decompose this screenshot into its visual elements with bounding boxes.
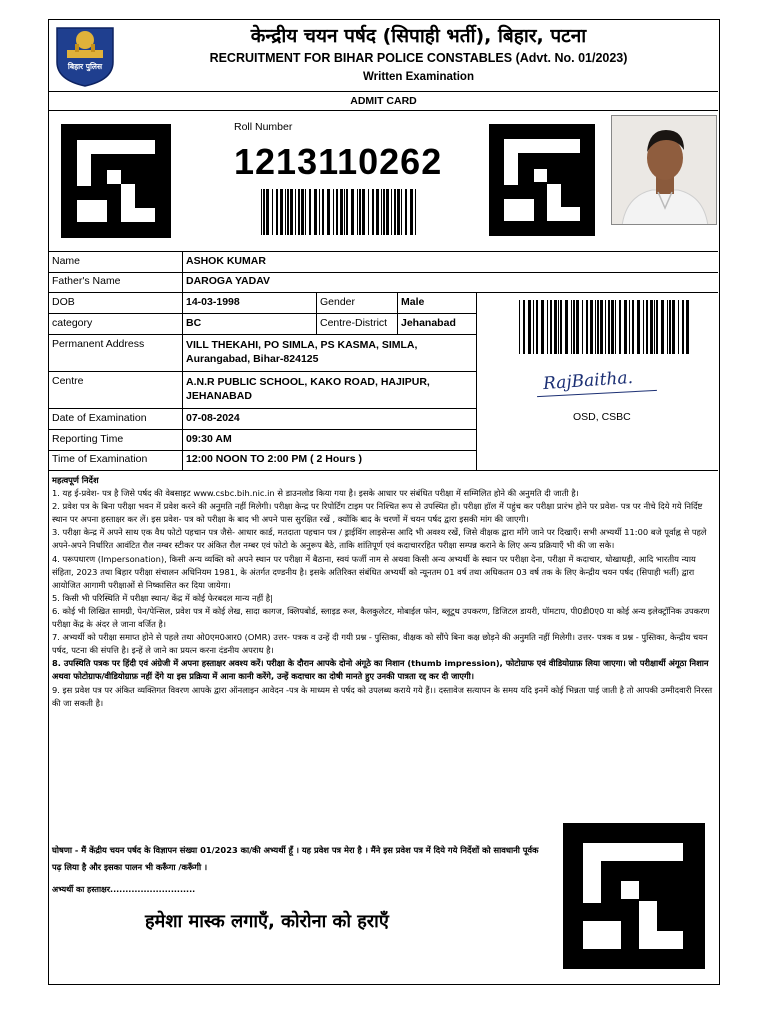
instructions-heading: महत्वपूर्ण निर्देश (52, 475, 99, 485)
barcode-bar (295, 189, 296, 235)
barcode-bar (619, 300, 621, 354)
barcode-bar (571, 300, 572, 354)
roll-number-label: Roll Number (234, 121, 293, 133)
reporting-time-row (49, 430, 477, 451)
barcode-bar (333, 189, 334, 235)
barcode-bar (582, 300, 583, 354)
barcode-bar (351, 189, 354, 235)
barcode-bar (595, 300, 596, 354)
barcode-bar (615, 300, 616, 354)
barcode-bar (305, 189, 306, 235)
barcode-bar (344, 189, 345, 235)
barcode-bar (309, 189, 311, 235)
candidate-photo (611, 115, 717, 225)
page-title-hindi: केन्द्रीय चयन पर्षद (सिपाही भर्ती), बिहार, पटना (250, 25, 587, 47)
barcode-bar (266, 189, 269, 235)
qr-code-icon (489, 124, 595, 236)
barcode-bar (381, 189, 382, 235)
barcode-bar (383, 189, 385, 235)
roll-barcode (261, 189, 419, 235)
barcode-bar (287, 189, 289, 235)
barcode-bar (340, 189, 343, 235)
roll-number: 1213110262 (234, 141, 443, 182)
instructions (52, 474, 716, 710)
instruction-item: 1. यह ई-प्रवेश- पत्र है जिसे पर्षद की वेबसाइट www.csbc.bih.nic.in से डाउनलोड किया गया है। इसके आधार पर संबंधित परीक्षा में सम्मिलित होने की अनुमति दी जाती है। (52, 488, 579, 499)
name-row (49, 252, 718, 273)
barcode-bar (368, 189, 369, 235)
barcode-bar (386, 189, 389, 235)
barcode-bar (558, 300, 559, 354)
barcode-bar (629, 300, 630, 354)
barcode-bar (650, 300, 653, 354)
candidate-signature-line: अभ्यर्थी का हस्ताक्षर............................ (52, 885, 196, 894)
barcode-bar (528, 300, 531, 354)
barcode-bar (605, 300, 606, 354)
instruction-item: 7. अभ्यर्थी को परीक्षा समाप्त होने से पहले तथा ओ0एम0आर0 (OMR) उत्तर- पत्रक व उन्हें दी गयी प्रश्न - पुस्तिका, वीक्षक को सौंपे बिना कक्ष छोड़ने की अनुमति नहीं मिलेगी। उत्तर- पत्रक व प्रश्न - पुस्तिका, केन्द्रीय चयन पर्षद, पटना की संपत्ति है। इन्हें ले जाने का प्रयत्न करना दंडनीय अपराध है। (52, 632, 708, 656)
instruction-item: 9. इस प्रवेश पत्र पर अंकित व्यक्तिगत विवरण आपके द्वारा ऑनलाइन आवेदन -पत्र के माध्यम से पर्षद को उपलब्ध कराये गये हैं।। दस्तावेज सत्यापन के समय यदि इनमें कोई भिन्नता पाई जाती है तो आपकी उम्मीदवारी निरस्त की जा सकती है। (52, 684, 713, 708)
barcode-bar (276, 189, 278, 235)
instruction-item: 3. परीक्षा केन्द्र में अपने साथ एक वैध फोटो पहचान पत्र जैसे- आधार कार्ड, मतदाता पहचान पत्र / ड्राईविंग लाइसेन्स आदि भी अवश्य रखें, जिसे वीक्षक द्वारा माँगे जाने पर दिखाएँ। सभी अभ्यर्थी 11:00 बजे पूर्वाह्न से पहले अपने-अपने निर्धारित आवंटित रौल नम्बर स्टीकर पर अंकित रौल नम्बर एवं फोटो के अनुरूप बैठे, ताकि शांतिपूर्ण एवं कदाचाररहित परीक्षा सम्पन्न कराने के लिए अन्य प्रक्रियाएँ भी की जा सके। (52, 527, 707, 551)
declaration-text: घोषणा - मैं केंद्रीय चयन पर्षद के विज्ञापन संख्या 01/2023 का/की अभ्यर्थी हूँ । यह प्रवेश पत्र मेरा है । मैंने इस प्रवेश पत्र में दिये गये निर्देशों को सावधानी पूर्वक पढ़ लिया है और इसका पालन भी करूँगा /करूँगी । (52, 845, 539, 872)
father-name-row (49, 272, 718, 293)
barcode-bar (637, 300, 640, 354)
instruction-item: 2. प्रवेश पत्र के बिना परीक्षा भवन में प्रवेश करने की अनुमति नहीं मिलेगी। परीक्षा केन्द्र पर रिपोर्टिंग टाइम पर निश्चित रूप से उपस्थित हों। परीक्षा हॉल में पहुंच कर परीक्षा प्रारंभ होने पर प्रवेश- पत्र पर नीचे दिये गये निर्दिष्ट स्थान पर अपना हस्ताक्षर कर लें। इस प्रवेश- पत्र को परीक्षा के बाद भी अपने पास सुरक्षित रखें , क्योंकि बाद के चरणों में चयन पर्षद द्वारा इसकी मांग की जाएगी। (52, 501, 703, 525)
barcode-bar (314, 189, 317, 235)
logo-text: बिहार पुलिस (67, 62, 103, 71)
exam-subtitle: Written Examination (363, 71, 474, 83)
barcode-bar (541, 300, 544, 354)
barcode-bar (547, 300, 548, 354)
barcode-bar (372, 189, 374, 235)
mask-slogan: हमेशा मास्क लगाएँ, कोरोना को हराएँ (145, 911, 389, 932)
exam-date-label: Date of Examination (49, 409, 183, 429)
exam-time-row (49, 450, 718, 471)
admit-card (48, 19, 720, 985)
dob-row (49, 293, 477, 314)
barcode-bar (554, 300, 557, 354)
barcode-bar (550, 300, 552, 354)
gender-value: Male (398, 293, 477, 313)
barcode-bar (261, 189, 262, 235)
centre-district-value: Jehanabad (398, 314, 477, 334)
signature-area (477, 293, 718, 450)
barcode-bar (586, 300, 588, 354)
barcode-bar (290, 189, 293, 235)
father-name-value: DAROGA YADAV (186, 275, 271, 287)
barcode-bar (362, 189, 365, 235)
address-row (49, 335, 477, 372)
barcode-bar (682, 300, 684, 354)
barcode-bar (263, 189, 265, 235)
barcode-bar (632, 300, 634, 354)
exam-time-value: 12:00 NOON TO 2:00 PM ( 2 Hours ) (183, 450, 477, 470)
exam-time-label: Time of Examination (49, 450, 183, 470)
barcode-bar (272, 189, 273, 235)
barcode-bar (346, 189, 348, 235)
category-row (49, 314, 477, 335)
barcode-bar (376, 189, 379, 235)
instruction-item: 5. किसी भी परिस्थिति में परीक्षा स्थान/ केंद्र में कोई फेरबदल मान्य नहीं है| (52, 592, 273, 603)
barcode-bar (624, 300, 627, 354)
barcode-bar (654, 300, 655, 354)
barcode-bar (322, 189, 324, 235)
reporting-time-value: 09:30 AM (183, 430, 477, 450)
barcode-bar (519, 300, 520, 354)
barcode-bar (327, 189, 330, 235)
barcode-bar (656, 300, 658, 354)
centre-row (49, 372, 477, 409)
barcode-bar (336, 189, 338, 235)
barcode-bar (686, 300, 689, 354)
barcode-bar (394, 189, 396, 235)
father-name-label: Father's Name (49, 272, 183, 292)
barcode-bar (667, 300, 668, 354)
barcode-bar (573, 300, 575, 354)
category-value: BC (183, 314, 317, 334)
candidate-barcode (519, 300, 689, 354)
address-label: Permanent Address (49, 335, 183, 371)
barcode-bar (597, 300, 599, 354)
barcode-bar (401, 189, 402, 235)
centre-district-label: Centre-District (317, 314, 398, 334)
barcode-bar (678, 300, 679, 354)
barcode-bar (611, 300, 614, 354)
osd-signature: RajBaitha. (542, 367, 634, 395)
barcode-bar (608, 300, 610, 354)
barcode-bar (391, 189, 392, 235)
barcode-bar (359, 189, 361, 235)
barcode-bar (285, 189, 286, 235)
barcode-bar (536, 300, 538, 354)
barcode-bar (415, 189, 416, 235)
instruction-item: 4. परूपधारण (Impersonation), किसी अन्य व्यक्ति को अपने स्थान पर परीक्षा में बैठाना, स्वयं फर्जी नाम से अथवा किसी अन्य अभ्यर्थी के स्थान पर परीक्षा देना, परीक्षा में कदाचार, धोखाधड़ी, आदि भारतीय न्याय संहिता, 2023 तथा बिहार परीक्षा संचालन अधिनियम 1981, के अंतर्गत दण्डनीय है। इसके अतिरिक्त संबंधित अभ्यर्थी को न्यूनतम 01 वर्ष तथा अधिकतम 03 वर्ष तक के लिए केन्द्रीय चयन पर्षद (सिपाही भर्ती) द्वारा आयोजित आगामी परीक्षाओं से निष्कासित कर दिया जायेगा। (52, 553, 696, 590)
centre-label: Centre (49, 372, 183, 408)
instruction-item: 8. उपस्थिति पत्रक पर हिंदी एवं अंग्रेजी में अपना हस्ताक्षर अवश्य करें। परीक्षा के दौरान आपके दोनो अंगूठे का निशान (thumb impression), फोटोग्राफ एवं वीडियोग्राफ़ लिया जाएगा। जो परीक्षार्थी अंगूठा निशान अथवा फोटोग्राफ/वीडियोग्राफ़ नहीं देंगे या इस प्रक्रिया में आना कानी करेंगे, उन्हें कदाचार का दोषी मानते हुए उनकी पात्रता रद्द कर दी जाएगी। (52, 658, 709, 682)
barcode-bar (523, 300, 525, 354)
barcode-bar (669, 300, 671, 354)
barcode-bar (298, 189, 300, 235)
category-label: category (49, 314, 183, 334)
barcode-bar (672, 300, 675, 354)
barcode-bar (410, 189, 413, 235)
centre-value: A.N.R PUBLIC SCHOOL, KAKO ROAD, HAJIPUR, JEHANABAD (183, 372, 477, 408)
gender-label: Gender (317, 293, 398, 313)
barcode-bar (600, 300, 603, 354)
reporting-time-label: Reporting Time (49, 430, 183, 450)
name-label: Name (49, 252, 183, 272)
page-title-english: RECRUITMENT FOR BIHAR POLICE CONSTABLES (Advt. No. 01/2023) (209, 51, 628, 65)
barcode-bar (565, 300, 568, 354)
roll-section (49, 111, 718, 252)
instruction-item: 6. कोई भी लिखित सामग्री, पेन/पेन्सिल, प्रवेश पत्र में कोई लेख, सादा कागज, क्लिपबोर्ड, स्लाइड रूल, कैलकुलेटर, मोबाईल फोन, ब्लूटूथ उपकरण, डिजिटल डायरी, पॉमटाप, पी0डी0ए0 या कोई अन्य इलेक्ट्रॉनिक उपकरण परीक्षा केंद्र के अंदर ले जाना वर्जित है। (52, 605, 710, 630)
barcode-bar (319, 189, 320, 235)
header (49, 20, 718, 92)
barcode-bar (576, 300, 579, 354)
address-value: VILL THEKAHI, PO SIMLA, PS KASMA, SIMLA, Aurangabad, Bihar-824125 (183, 335, 477, 371)
dob-value: 14-03-1998 (183, 293, 317, 313)
barcode-bar (646, 300, 648, 354)
barcode-bar (643, 300, 644, 354)
barcode-bar (590, 300, 593, 354)
admit-card-label: ADMIT CARD (49, 92, 718, 111)
barcode-bar (405, 189, 407, 235)
qr-code-icon (61, 124, 171, 238)
barcode-bar (533, 300, 534, 354)
qr-code-icon (563, 823, 705, 969)
osd-caption: OSD, CSBC (573, 411, 631, 423)
exam-date-row (49, 409, 477, 430)
barcode-bar (357, 189, 358, 235)
barcode-bar (301, 189, 304, 235)
barcode-bar (397, 189, 400, 235)
barcode-bar (560, 300, 562, 354)
exam-date-value: 07-08-2024 (183, 409, 477, 429)
barcode-bar (280, 189, 283, 235)
barcode-bar (661, 300, 664, 354)
dob-label: DOB (49, 293, 183, 313)
name-value: ASHOK KUMAR (186, 255, 266, 267)
